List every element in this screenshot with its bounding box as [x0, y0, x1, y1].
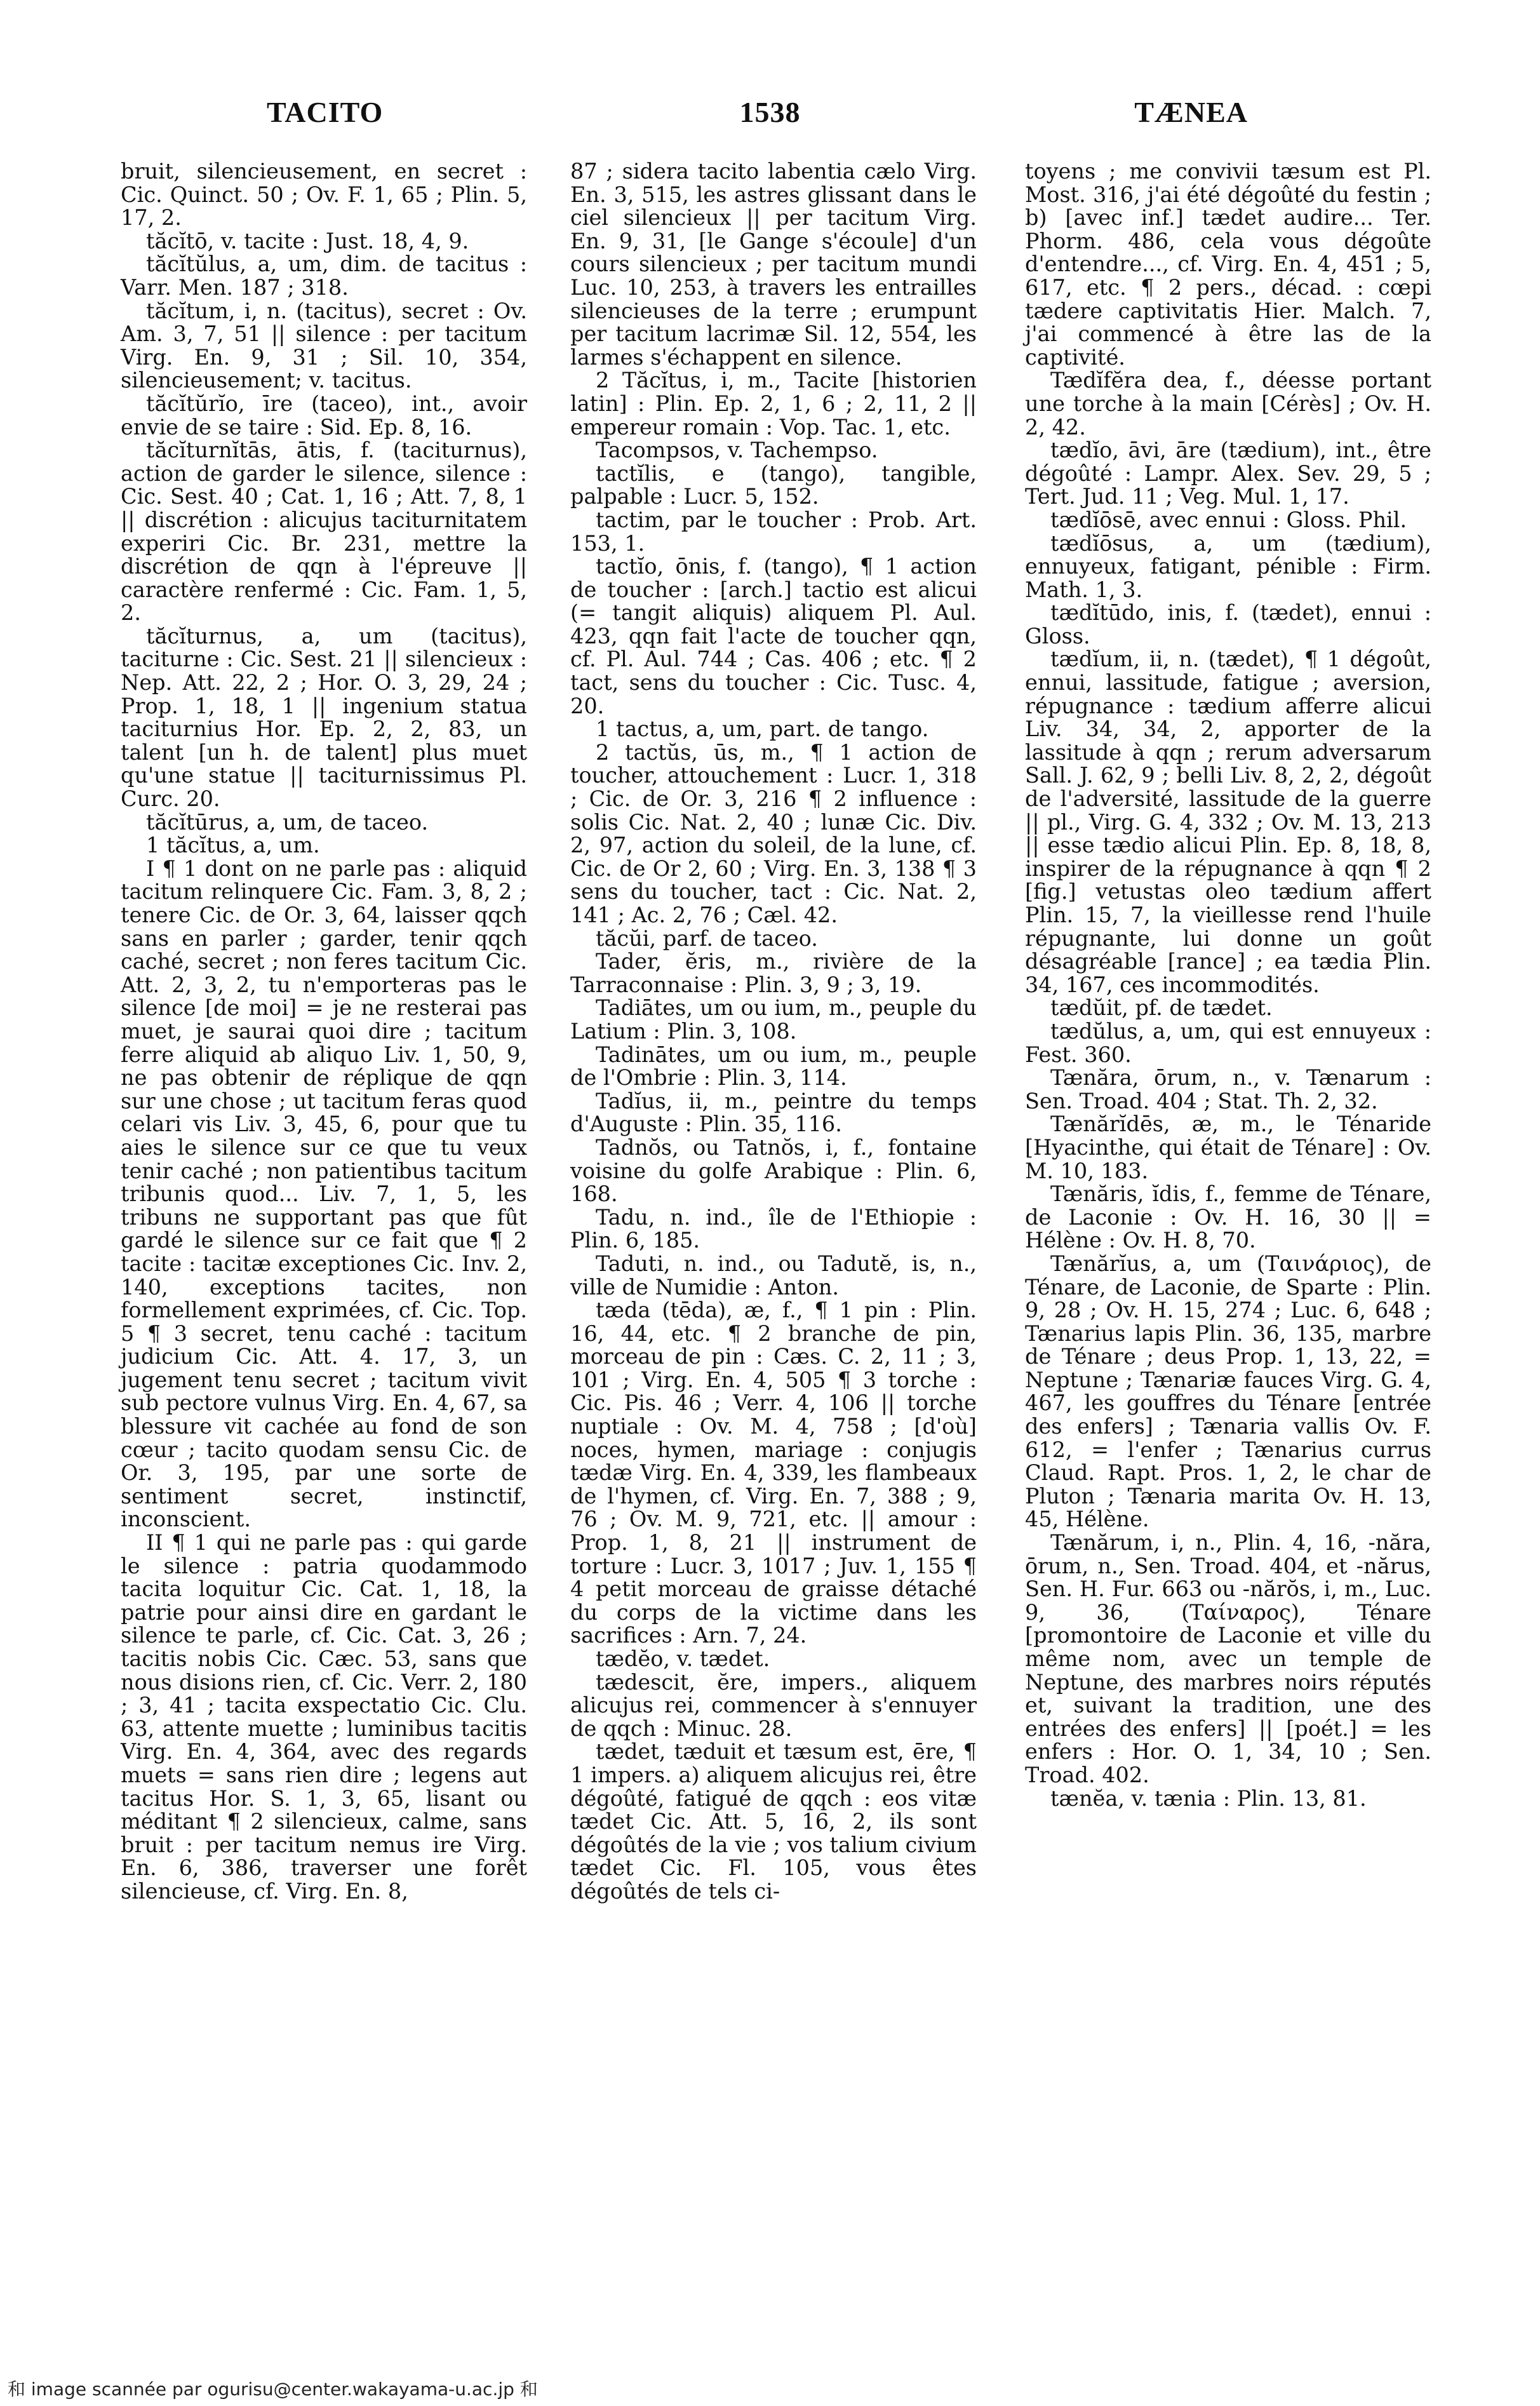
header-left-guideword: TACITO: [267, 96, 384, 128]
scan-credit: 和 image scannée par ogurisu@center.wakayama-u.ac.jp 和: [8, 2379, 538, 2400]
dictionary-entry: Tænăris, ĭdis, f., femme de Ténare, de Laconie : Ov. H. 16, 30 || = Hélène : Ov. H. 8, 70.: [1025, 1181, 1431, 1253]
header-right-guideword: TÆNEA: [1134, 96, 1248, 128]
dictionary-entry: tædet, tæduit et tæsum est, ēre, ¶ 1 impers. a) aliquem alicujus rei, être dégoûté, fatigué de qqch : eos vitæ tædet Cic. Att. 5, 16, 2, ils sont dégoûtés de la vie ; vos talium civium tædet Cic. Fl. 105, vous êtes dégoûtés de tels ci-: [570, 1739, 977, 1904]
page-number: 1538: [739, 96, 801, 128]
dictionary-entry: tædŭit, pf. de tædet.: [1050, 995, 1273, 1021]
dictionary-entry: Tadĭus, ii, m., peintre du temps d'Auguste : Plin. 35, 116.: [570, 1088, 977, 1137]
dictionary-entry: tædĭōsē, avec ennui : Gloss. Phil.: [1050, 507, 1407, 532]
dictionary-entry: tăcĭtō, v. tacite : Just. 18, 4, 9.: [146, 228, 469, 253]
dictionary-entry: tædĭum, ii, n. (tædet), ¶ 1 dégoût, ennui, lassitude, fatigue ; aversion, répugnance : tædium afferre alicui Liv. 34, 34, 2, apporter de la lassitude à qqn ; rerum adversarum Sall. J. 62, 9 ; belli Liv. 8, 2, 2, dégoût de l'adversité, lassitude de la guerre || pl., Virg. G. 4, 332 ; Ov. M. 13, 213 || esse tædio alicui Plin. Ep. 8, 18, 8, inspirer de la répugnance à qqn ¶ 2 [fig.] vetustas oleo tædium affert Plin. 15, 7, la vieillesse rend l'huile répugnante, lui donne un goût désagréable [rance] ; ea tædia Plin. 34, 167, ces incommodités.: [1025, 647, 1431, 997]
dictionary-entry: 2 Tăcĭtus, i, m., Tacite [historien latin] : Plin. Ep. 2, 1, 6 ; 2, 11, 2 || empereur romain : Vop. Tac. 1, etc.: [570, 368, 977, 440]
dictionary-entry: tactĭlis, e (tango), tangible, palpable : Lucr. 5, 152.: [570, 460, 977, 509]
dictionary-entry: I ¶ 1 dont on ne parle pas : aliquid tacitum relinquere Cic. Fam. 3, 8, 2 ; tenere Cic. de Or. 3, 64, laisser qqch sans en parler ; garder, tenir qqch caché, secret ; non feres tacitum Cic. Att. 2, 3, 2, tu n'emporteras pas le silence [de moi] = je ne resterai pas muet, je saurai quoi dire ; tacitum ferre aliquid ab aliquo Liv. 1, 50, 9, ne pas obtenir de réplique de qqn sur une chose ; ut tacitum feras quod celari vis Liv. 3, 45, 6, pour que tu aies le silence sur ce que tu veux tenir caché ; non patientibus tacitum tribunis quod... Liv. 7, 1, 5, les tribuns ne supportant pas que fût gardé le silence sur ce fait que ¶ 2 tacite : tacitæ exceptiones Cic. Inv. 2, 140, exceptions tacites, non formellement exprimées, cf. Cic. Top. 5 ¶ 3 secret, tenu caché : tacitum judicium Cic. Att. 4. 17, 3, un jugement tenu secret ; tacitum vivit sub pectore vulnus Virg. En. 4, 67, sa blessure vit cachée au fond de son cœur ; tacito quodam sensu Cic. de Or. 3, 195, par une sorte de sentiment secret, instinctif, inconscient.: [121, 856, 527, 1532]
dictionary-entry: Tadinātes, um ou ium, m., peuple de l'Ombrie : Plin. 3, 114.: [570, 1042, 977, 1091]
dictionary-entry: II ¶ 1 qui ne parle pas : qui garde le silence : patria quodammodo tacita loquitur Cic. Cat. 1, 18, la patrie pour ainsi dire en gardant le silence te parle, cf. Cic. Cat. 3, 26 ; tacitis nobis Cic. Cæc. 53, sans que nous disions rien, cf. Cic. Verr. 2, 180 ; 3, 41 ; tacita exspectatio Cic. Clu. 63, attente muette ; luminibus tacitis Virg. En. 4, 364, avec des regards muets = sans rien dire ; legens aut tacitus Hor. S. 1, 3, 65, lisant ou méditant ¶ 2 silencieux, calme, sans bruit : per tacitum nemus ire Virg. En. 6, 386, traverser une forêt silencieuse, cf. Virg. En. 8,: [121, 1530, 527, 1904]
dictionary-entry: tăcĭturnus, a, um (tacitus), taciturne : Cic. Sest. 21 || silencieux : Nep. Att. 22, 2 ; Hor. O. 3, 29, 24 ; Prop. 1, 18, 1 || ingenium statua taciturnius Hor. Ep. 2, 2, 83, un talent [un h. de talent] plus muet qu'une statue || taciturnissimus Pl. Curc. 20.: [121, 623, 527, 812]
dictionary-entry: toyens ; me convivii tæsum est Pl. Most. 316, j'ai été dégoûté du festin ; b) [avec inf.] tædet audire... Ter. Phorm. 486, cela vous dégoûte d'entendre..., cf. Virg. En. 4, 451 ; 5, 617, etc. ¶ 2 pers., décad. : cœpi tædere captivitatis Hier. Malch. 7, j'ai commencé à être las de la captivité.: [1025, 159, 1431, 370]
dictionary-entry: bruit, silencieusement, en secret : Cic. Quinct. 50 ; Ov. F. 1, 65 ; Plin. 5, 17, 2.: [121, 159, 527, 231]
dictionary-entry: Tadu, n. ind., île de l'Ethiopie : Plin. 6, 185.: [570, 1204, 977, 1253]
dictionary-entry: 2 tactŭs, ūs, m., ¶ 1 action de toucher, attouchement : Lucr. 1, 318 ; Cic. de Or. 3, 216 ¶ 2 influence : solis Cic. Nat. 2, 40 ; lunæ Cic. Div. 2, 97, action du soleil, de la lune, cf. Cic. de Or 2, 60 ; Virg. En. 3, 138 ¶ 3 sens du toucher, tact : Cic. Nat. 2, 141 ; Ac. 2, 76 ; Cæl. 42.: [570, 739, 977, 927]
dictionary-entry: tædĭtūdo, inis, f. (tædet), ennui : Gloss.: [1025, 600, 1431, 649]
dictionary-entry: tăcĭtŭlus, a, um, dim. de tacitus : Varr. Men. 187 ; 318.: [121, 252, 527, 300]
dictionary-entry: Tænărĭdēs, æ, m., le Ténaride [Hyacinthe, qui était de Ténare] : Ov. M. 10, 183.: [1025, 1112, 1431, 1183]
dictionary-entry: tactĭo, ōnis, f. (tango), ¶ 1 action de toucher : [arch.] tactio est alicui (= tangit aliquis) aliquem Pl. Aul. 423, qqn fait l'acte de toucher qqn, cf. Pl. Aul. 744 ; Cas. 406 ; etc. ¶ 2 tact, sens du toucher : Cic. Tusc. 4, 20.: [570, 554, 977, 718]
dictionary-entry: tăcĭturnĭtās, ātis, f. (taciturnus), action de garder le silence, silence : Cic. Sest. 40 ; Cat. 1, 16 ; Att. 7, 8, 1 || discrétion : alicujus taciturnitatem experiri Cic. Br. 231, mettre la discrétion de qqn à l'épreuve || caractère renfermé : Cic. Fam. 1, 5, 2.: [121, 438, 527, 626]
dictionary-entry: tăcĭtum, i, n. (tacitus), secret : Ov. Am. 3, 7, 51 || silence : per tacitum Virg. En. 9, 31 ; Sil. 10, 354, silencieusement; v. tacitus.: [121, 298, 527, 393]
dictionary-entry: 1 tactus, a, um, part. de tango.: [596, 716, 929, 742]
dictionary-entry: Tænărum, i, n., Plin. 4, 16, -năra, ōrum, n., Sen. Troad. 404, et -nărus, Sen. H. Fur. 663 ou -nărŏs, i, m., Luc. 9, 36, (Ταίναρος), Ténare [promontoire de Laconie et ville du même nom, avec un temple de Neptune, des marbres noirs réputés et, suivant la tradition, une des entrées des enfers] || [poét.] = les enfers : Hor. O. 1, 34, 10 ; Sen. Troad. 402.: [1025, 1530, 1431, 1787]
dictionary-entry: Tædĭfĕra dea, f., déesse portant une torche à la main [Cérès] ; Ov. H. 2, 42.: [1025, 368, 1431, 440]
dictionary-entry: 1 tăcĭtus, a, um.: [146, 833, 320, 858]
dictionary-entry: Tadiātes, um ou ium, m., peuple du Latium : Plin. 3, 108.: [570, 995, 977, 1044]
dictionary-entry: Taduti, n. ind., ou Tadutĕ, is, n., ville de Numidie : Anton.: [570, 1251, 977, 1300]
dictionary-entry: 87 ; sidera tacito labentia cælo Virg. En. 3, 515, les astres glissant dans le ciel silencieux || per tacitum Virg. En. 9, 31, [le Gange s'écoule] d'un cours silencieux ; per tacitum mundi Luc. 10, 253, à travers les entrailles silencieuses de la terre ; erumpunt per tacitum lacrimæ Sil. 12, 554, les larmes s'échappent en silence.: [570, 159, 977, 370]
column-right: [1025, 160, 1431, 1810]
dictionary-entry: tæda (tēda), æ, f., ¶ 1 pin : Plin. 16, 44, etc. ¶ 2 branche de pin, morceau de pin : Cæs. C. 2, 11 ; 3, 101 ; Virg. En. 4, 505 ¶ 3 torche : Cic. Pis. 46 ; Verr. 4, 106 || torche nuptiale : Ov. M. 4, 758 ; [d'où] noces, hymen, mariage : conjugis tædæ Virg. En. 4, 339, les flambeaux de l'hymen, cf. Virg. En. 7, 388 ; 9, 76 ; Ov. M. 9, 721, etc. || amour : Prop. 1, 8, 21 || instrument de torture : Lucr. 3, 1017 ; Juv. 1, 155 ¶ 4 petit morceau de graisse détaché du corps de la victime dans les sacrifices : Arn. 7, 24.: [570, 1298, 977, 1648]
dictionary-entry: tăcĭtŭrĭo, īre (taceo), int., avoir envie de se taire : Sid. Ep. 8, 16.: [121, 391, 527, 440]
dictionary-entry: Tacompsos, v. Tachempso.: [596, 438, 878, 463]
dictionary-entry: tænĕa, v. tænia : Plin. 13, 81.: [1050, 1785, 1367, 1811]
page-header: [121, 95, 1419, 140]
dictionary-entry: tăcŭi, parf. de taceo.: [596, 925, 818, 951]
dictionary-entry: tædĭo, āvi, āre (tædium), int., être dégoûté : Lampr. Alex. Sev. 29, 5 ; Tert. Jud. 11 ; Veg. Mul. 1, 17.: [1025, 438, 1431, 509]
dictionary-entry: Tænărĭus, a, um (Ταινάριος), de Ténare, de Laconie, de Sparte : Plin. 9, 28 ; Ov. H. 15, 274 ; Luc. 6, 648 ; Tænarius lapis Plin. 36, 135, marbre de Ténare ; deus Prop. 1, 13, 22, = Neptune ; Tænariæ fauces Virg. G. 4, 467, les gouffres du Ténare [entrée des enfers] ; Tænaria vallis Ov. F. 612, = l'enfer ; Tænarius currus Claud. Rapt. Pros. 1, 2, le char de Pluton ; Tænaria marita Ov. H. 13, 45, Hélène.: [1025, 1251, 1431, 1532]
dictionary-entry: tædĕo, v. tædet.: [596, 1646, 770, 1671]
column-left: [121, 160, 527, 1904]
dictionary-entry: tædŭlus, a, um, qui est ennuyeux : Fest. 360.: [1025, 1018, 1431, 1067]
dictionary-entry: Tænăra, ōrum, n., v. Tænarum : Sen. Troad. 404 ; Stat. Th. 2, 32.: [1025, 1065, 1431, 1113]
column-middle: [570, 160, 977, 1904]
dictionary-entry: tăcĭtūrus, a, um, de taceo.: [146, 809, 429, 835]
dictionary-entry: tædĭōsus, a, um (tædium), ennuyeux, fatigant, pénible : Firm. Math. 1, 3.: [1025, 530, 1431, 602]
dictionary-entry: tædescit, ĕre, impers., aliquem alicujus rei, commencer à s'ennuyer de qqch : Minuc. 28.: [570, 1669, 977, 1741]
dictionary-entry: tactim, par le toucher : Prob. Art. 153, 1.: [570, 507, 977, 556]
dictionary-entry: Tader, ĕris, m., rivière de la Tarraconnaise : Plin. 3, 9 ; 3, 19.: [570, 949, 977, 997]
dictionary-entry: Tadnŏs, ou Tatnŏs, i, f., fontaine voisine du golfe Arabique : Plin. 6, 168.: [570, 1134, 977, 1207]
